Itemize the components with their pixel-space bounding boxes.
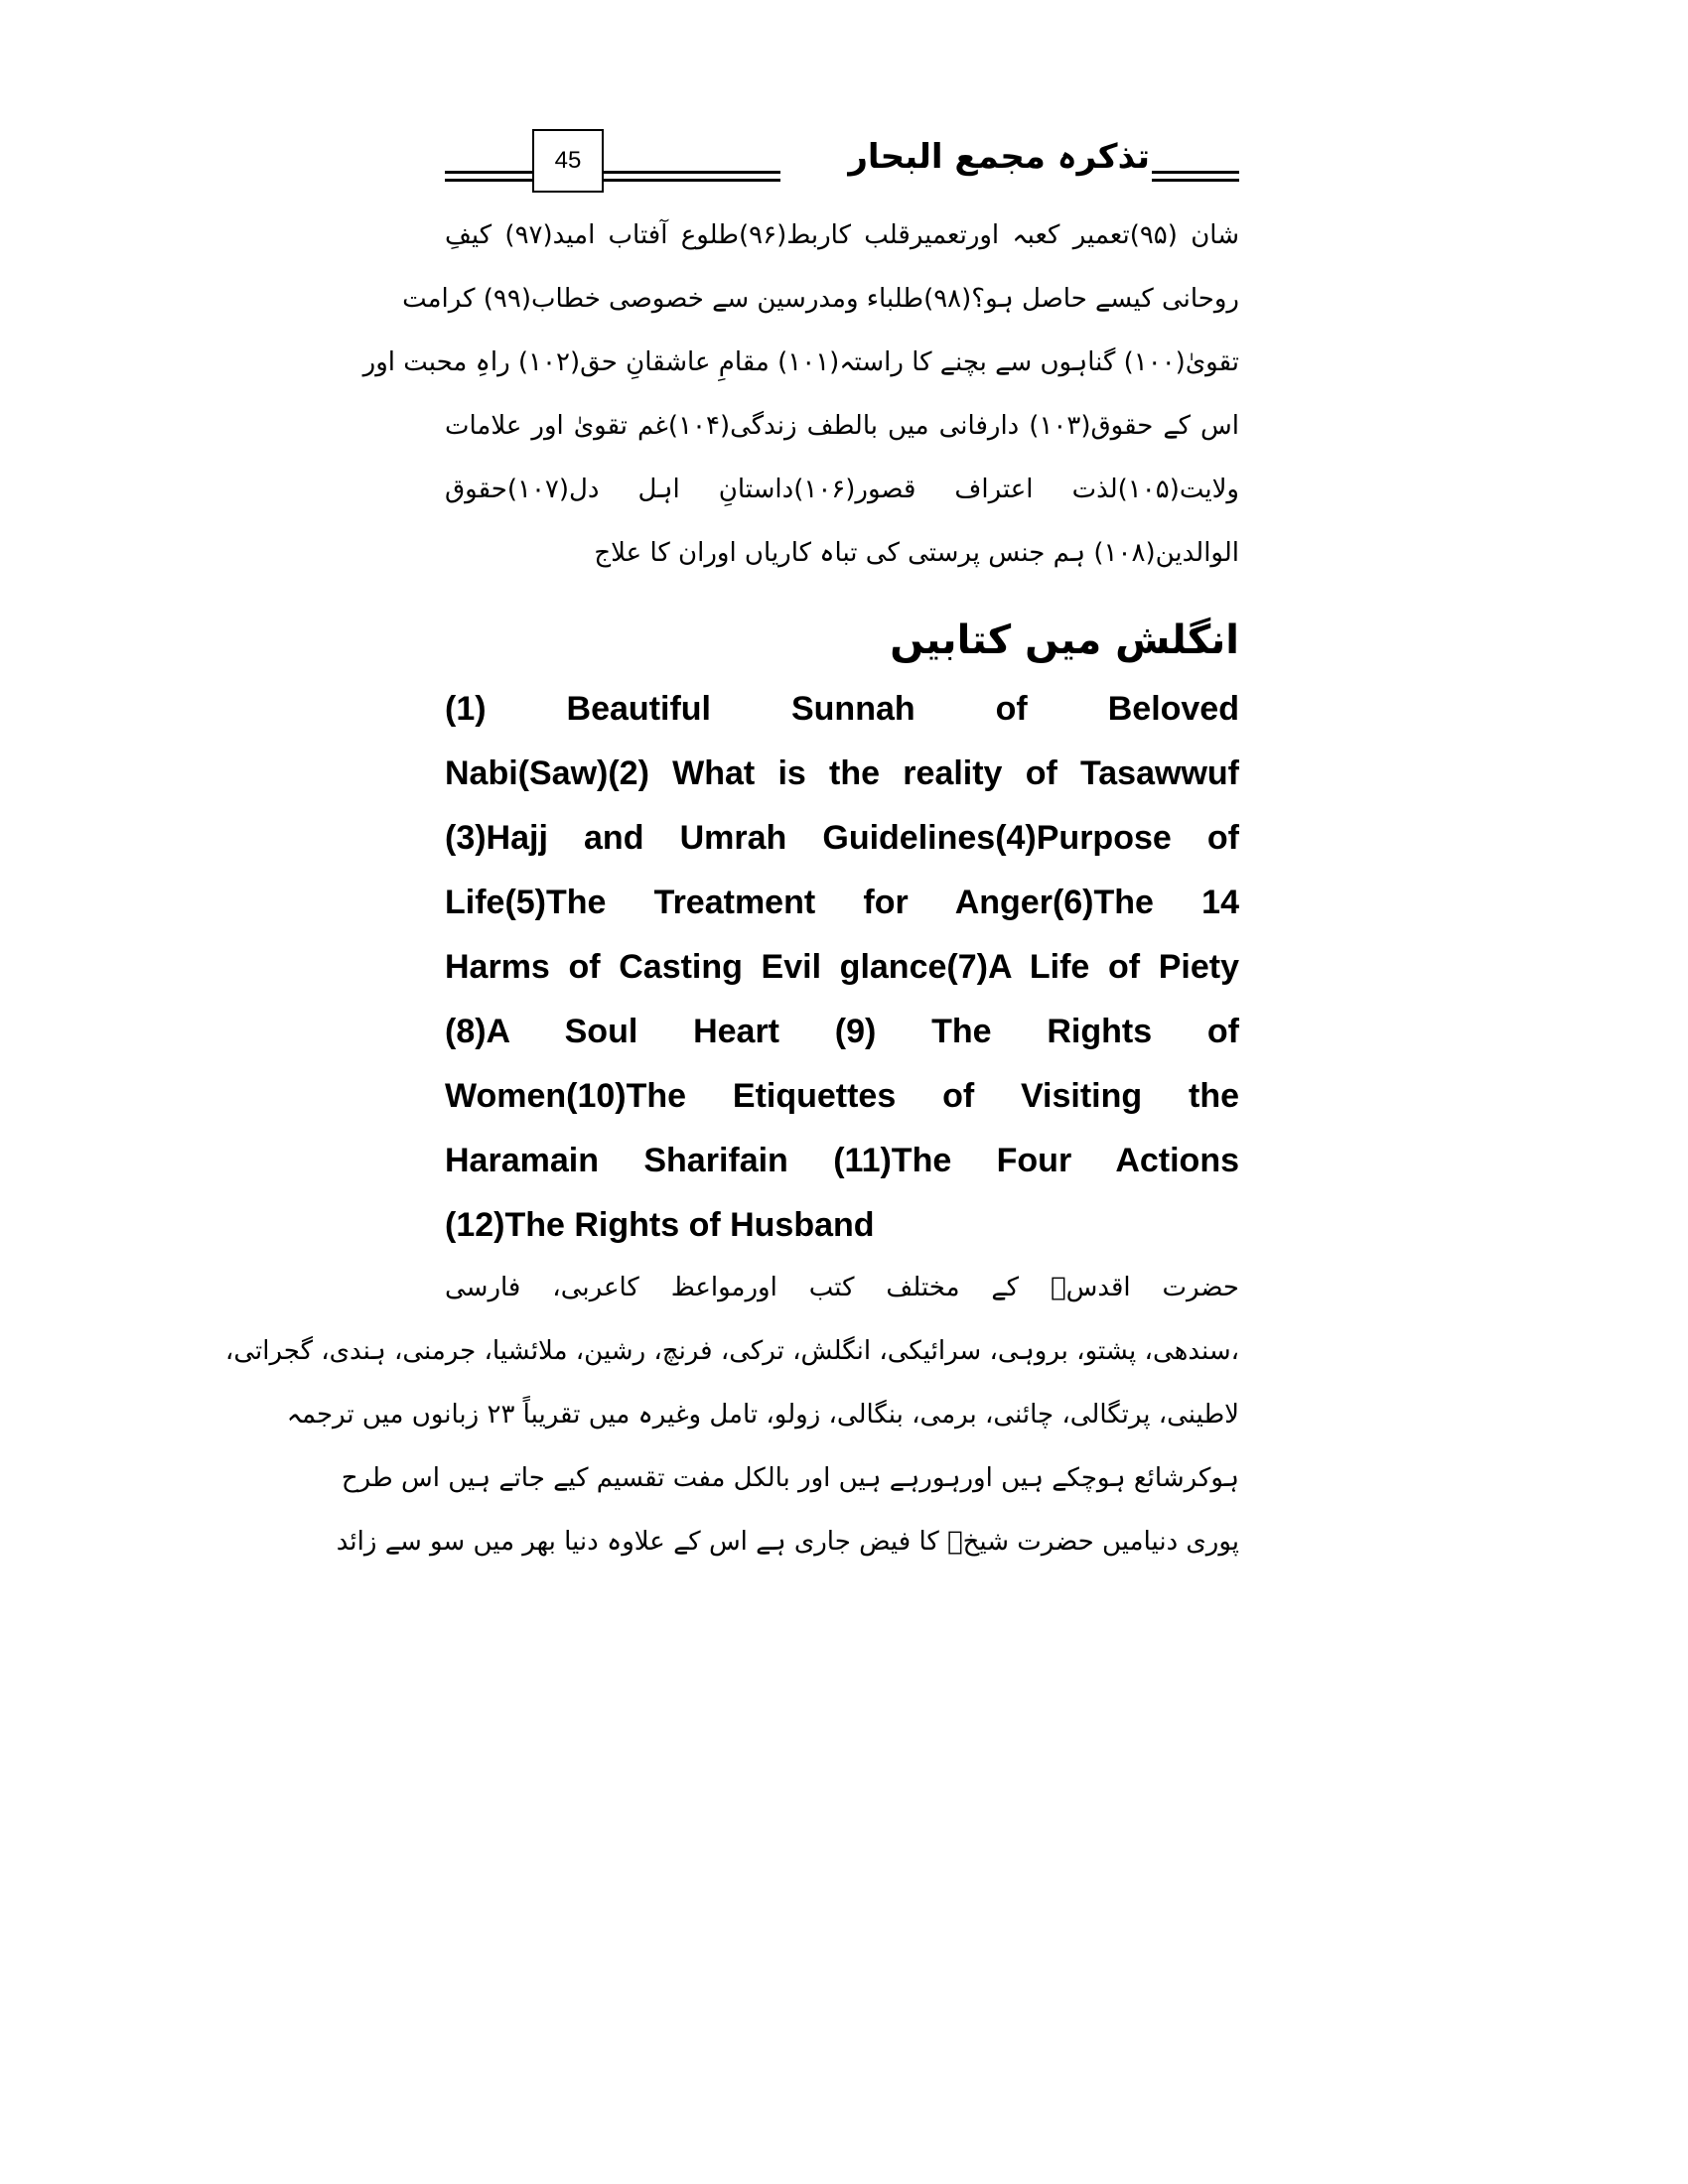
paragraph-line: الوالدین(۱۰۸) ہم جنس پرستی کی تباہ کاریاں اوران کا علاج — [594, 538, 1239, 568]
book-title: تذکرہ مجمع البحار — [848, 137, 1150, 177]
book-list-line: (12)The Rights of Husband — [445, 1206, 875, 1244]
page-number: 45 — [554, 147, 582, 174]
book-list-line: Women(10)The Etiquettes of Visiting the — [445, 1077, 1239, 1115]
page-header — [445, 127, 1239, 197]
book-list-line: (1) Beautiful Sunnah of Beloved — [445, 690, 1239, 728]
paragraph-line: شان (۹۵)تعمیر کعبہ اورتعمیرقلب کاربط(۹۶)طلوع آفتاب امید(۹۷) کیفِ — [445, 220, 1239, 250]
header-rule-right-top — [1152, 171, 1239, 174]
paragraph-line: ولایت(۱۰۵)لذت اعتراف قصور(۱۰۶)داستانِ اہل دل(۱۰۷)حقوق — [445, 475, 1239, 504]
header-rule-left-top — [445, 171, 532, 174]
book-list-line: (3)Hajj and Umrah Guidelines(4)Purpose of — [445, 819, 1239, 857]
header-rule-mid-top — [602, 171, 780, 174]
book-list-line: (8)A Soul Heart (9) The Rights of — [445, 1013, 1239, 1050]
book-list-line: Life(5)The Treatment for Anger(6)The 14 — [445, 884, 1239, 921]
book-list-line: Haramain Sharifain (11)The Four Actions — [445, 1142, 1239, 1179]
page-number-box — [532, 129, 604, 193]
paragraph-line: اس کے حقوق(۱۰۳) دارفانی میں بالطف زندگی(۱۰۴)غم تقویٰ اور علامات — [445, 411, 1240, 441]
header-rule-mid-bottom — [602, 179, 780, 182]
book-list-line: Nabi(Saw)(2) What is the reality of Tasawwuf — [445, 754, 1239, 792]
paragraph-line: روحانی کیسے حاصل ہو؟(۹۸)طلباء ومدرسین سے خصوصی خطاب(۹۹) کرامت — [402, 284, 1239, 314]
urdu-paragraph-2 — [224, 1256, 1239, 1573]
section-heading-english-books: انگلش میں کتابیں — [890, 617, 1239, 663]
paragraph-line: حضرت اقدسؒ کے مختلف کتب اورمواعظ کاعربی، فارسی — [445, 1273, 1239, 1302]
english-books-list — [445, 677, 1239, 1258]
paragraph-line: پوری دنیامیں حضرت شیخؒ کا فیض جاری ہے اس کے علاوہ دنیا بھر میں سو سے زائد — [336, 1527, 1239, 1557]
paragraph-line: تقویٰ(۱۰۰) گناہوں سے بچنے کا راستہ(۱۰۱) مقامِ عاشقانِ حق(۱۰۲) راہِ محبت اور — [362, 347, 1239, 377]
header-rule-left-bottom — [445, 179, 532, 182]
paragraph-line: ہوکرشائع ہوچکے ہیں اورہورہے ہیں اور بالکل مفت تقسیم کیے جاتے ہیں اس طرح — [341, 1463, 1239, 1493]
paragraph-line: ،سندھی، پشتو، بروہی، سرائیکی، انگلش، ترکی، فرنچ، رشین، ملائشیا، جرمنی، ہندی، گجراتی، — [224, 1336, 1239, 1366]
header-rule-right-bottom — [1152, 179, 1239, 182]
book-list-line: Harms of Casting Evil glance(7)A Life of Piety — [445, 948, 1239, 986]
paragraph-line: لاطینی، پرتگالی، چائنی، برمی، بنگالی، زولو، تامل وغیرہ میں تقریباً ۲۳ زبانوں میں ترجمہ — [286, 1400, 1239, 1430]
urdu-paragraph-1 — [362, 204, 1240, 585]
